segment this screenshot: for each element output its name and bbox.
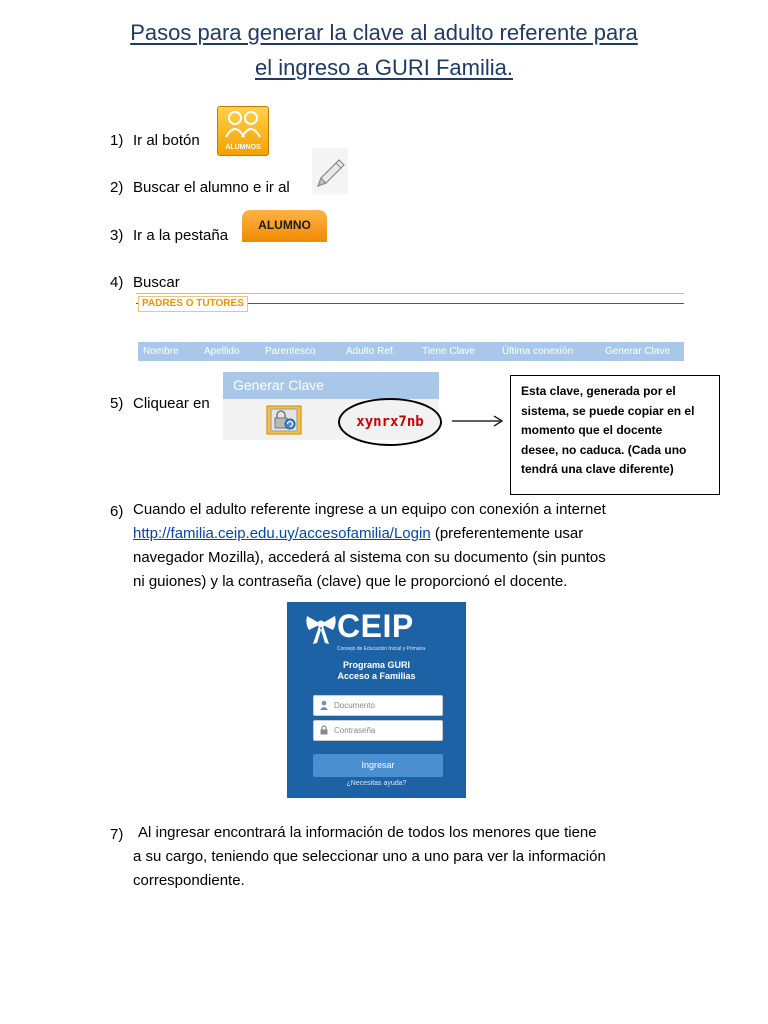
step-7-line-1: Al ingresar encontrará la información de todos los menores que tiene — [138, 824, 597, 841]
pencil-icon — [312, 148, 348, 194]
step-6-line-1: Cuando el adulto referente ingrese a un equipo con conexión a internet — [133, 501, 606, 518]
step-4-number: 4) — [110, 274, 124, 291]
step-6-line-2 — [133, 522, 658, 546]
sample-key: xynrx7nb — [338, 398, 442, 446]
step-2-text: Buscar el alumno e ir al — [133, 179, 290, 196]
students-icon — [218, 107, 268, 143]
note-line-5: tendrá una clave diferente) — [521, 462, 674, 476]
ceip-login-screenshot — [287, 602, 466, 798]
column-generar-clave: Generar Clave — [605, 346, 671, 357]
step-6-paragraph — [133, 498, 658, 594]
ceip-bow-icon — [305, 612, 337, 646]
step-6-link-suffix: (preferentemente usar — [434, 525, 584, 542]
generar-clave-header: Generar Clave — [223, 372, 439, 399]
help-link[interactable]: ¿Necesitas ayuda? — [346, 780, 407, 787]
step-6-number: 6) — [110, 503, 124, 520]
user-icon — [319, 700, 329, 710]
step-6-line-4: ni guiones) y la contraseña (clave) que le proporcionó el docente. — [133, 573, 568, 590]
step-4-text: Buscar — [133, 274, 180, 291]
edit-icon-box — [312, 148, 348, 194]
page-title-line-2: el ingreso a GURI Familia. — [255, 55, 513, 80]
page-title-line-1: Pasos para generar la clave al adulto referente para — [130, 20, 638, 45]
documento-input[interactable] — [313, 695, 443, 716]
step-1-text: Ir al botón — [133, 132, 200, 149]
column-ultima-conexion: Última conexión — [502, 346, 574, 357]
step-3-text: Ir a la pestaña — [133, 227, 229, 244]
arrow-right-icon — [450, 414, 506, 428]
step-3-number: 3) — [110, 227, 124, 244]
alumnos-icon-label: ALUMNOS — [225, 144, 261, 151]
alumno-tab-image: ALUMNO — [242, 210, 327, 242]
step-1-number: 1) — [110, 132, 124, 149]
ceip-logo: CEIP — [337, 608, 414, 644]
column-apellido: Apellido — [204, 346, 240, 357]
documento-placeholder: Documento — [334, 701, 375, 710]
note-line-1: Esta clave, generada por el — [521, 384, 676, 398]
familia-login-link[interactable]: http://familia.ceip.edu.uy/accesofamilia/Login — [133, 525, 431, 542]
step-7-line-3: correspondiente. — [133, 872, 245, 889]
note-line-2: sistema, se puede copiar en el — [521, 403, 695, 418]
step-6-line-3: navegador Mozilla), accederá al sistema con su documento (sin puntos — [133, 549, 606, 566]
alumnos-button-icon — [217, 106, 269, 156]
step-7-number: 7) — [110, 826, 124, 843]
step-2-number: 2) — [110, 179, 124, 196]
lock-icon — [319, 725, 329, 735]
tutores-table-header — [138, 342, 684, 361]
step-7-paragraph — [133, 821, 658, 893]
ceip-subtitle: Consejo de Educación Inicial y Primaria — [337, 646, 426, 652]
column-tiene-clave: Tiene Clave — [422, 346, 475, 357]
column-parentesco: Parentesco — [265, 346, 316, 357]
step-5-text: Cliquear en — [133, 395, 210, 412]
column-nombre: Nombre — [143, 346, 179, 357]
step-5-number: 5) — [110, 395, 124, 412]
program-line-1: Programa GURI — [342, 660, 411, 670]
note-line-4: desee, no caduca. (Cada uno — [521, 442, 687, 457]
key-note-box — [510, 375, 720, 495]
column-adulto-ref: Adulto Ref. — [346, 346, 396, 357]
contrasena-input[interactable] — [313, 720, 443, 741]
contrasena-placeholder: Contraseña — [334, 726, 376, 735]
step-7-line-2: a su cargo, teniendo que seleccionar uno a uno para ver la información — [133, 848, 606, 865]
program-line-2: Acceso a Familias — [337, 671, 416, 681]
note-line-3: momento que el docente — [521, 423, 663, 437]
ingresar-button[interactable]: Ingresar — [313, 754, 443, 777]
section-top-rule — [136, 293, 684, 294]
padres-tutores-label: PADRES O TUTORES — [138, 296, 248, 312]
generate-key-icon — [266, 405, 302, 435]
program-title — [287, 660, 466, 682]
